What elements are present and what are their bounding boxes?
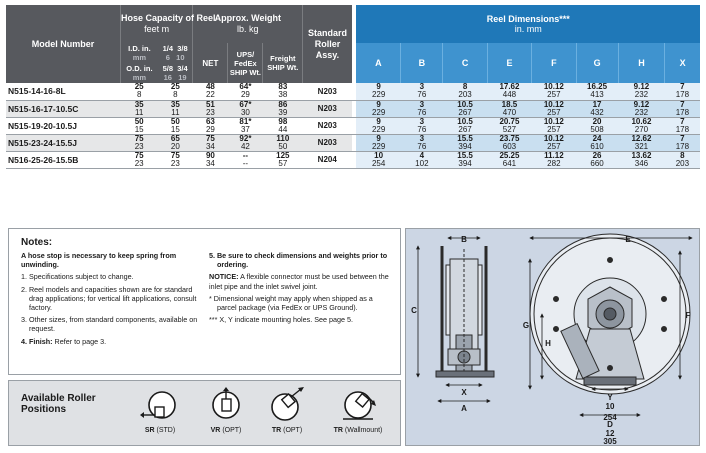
header-od-label: O.D. in. mm xyxy=(120,63,157,83)
roller-cell: N204 xyxy=(303,151,352,168)
roller-sr-code: SR xyxy=(144,427,155,434)
dim-label-g: G xyxy=(522,321,530,330)
roller-tr-wallmount-code: TR xyxy=(333,427,343,434)
table-row xyxy=(6,100,700,117)
dimension-cell-g: 16.25 413 xyxy=(576,83,618,100)
roller-cell: N203 xyxy=(303,100,352,117)
dimension-cell-b: 4 102 xyxy=(401,151,443,168)
dimension-cell-h: 9.12 232 xyxy=(618,83,665,100)
header-model-number: Model Number xyxy=(6,5,120,83)
dimension-cell-h: 13.62 346 xyxy=(618,151,665,168)
cap1-cell: 75 23 xyxy=(120,134,157,151)
roller-cell: N203 xyxy=(303,134,352,151)
note-2: 2. Reel models and capacities shown are for standard drag applications; for vertical lift applications, consult factory. xyxy=(21,284,197,313)
dimension-cell-c: 10.5 267 xyxy=(443,100,487,117)
dimension-cell-x: 8 203 xyxy=(665,151,700,168)
dim-label-f: F xyxy=(685,311,691,320)
net-cell: 90 34 xyxy=(193,151,228,168)
net-cell: 48 22 xyxy=(193,83,228,100)
dimension-cell-x: 7 178 xyxy=(665,100,700,117)
roller-sr-desc: (STD) xyxy=(156,427,176,434)
dimension-cell-c: 10.5 267 xyxy=(443,117,487,134)
dim-label-c: C xyxy=(411,306,417,315)
dimension-cell-e: 18.5 470 xyxy=(487,100,531,117)
cap2-cell: 50 15 xyxy=(158,117,193,134)
ups-cell: -- -- xyxy=(228,151,263,168)
model-number-cell: N515-23-24-15.5J xyxy=(6,134,120,151)
dim-letter-a: A xyxy=(356,43,400,83)
header-standard-roller: Standard Roller Assy. xyxy=(303,5,352,83)
freight-cell: 110 50 xyxy=(263,134,303,151)
roller-cell: N203 xyxy=(303,117,352,134)
roller-tr-wallmount xyxy=(327,387,389,434)
ups-cell: 92* 42 xyxy=(228,134,263,151)
model-number-cell: N515-16-17-10.5C xyxy=(6,100,120,117)
roller-sr-icon xyxy=(140,387,180,425)
dimension-cell-g: 20 508 xyxy=(576,117,618,134)
ups-cell: 81* 37 xyxy=(228,117,263,134)
spec-table xyxy=(6,5,700,169)
dimension-cell-c: 8 203 xyxy=(443,83,487,100)
cap2-cell: 75 23 xyxy=(158,151,193,168)
note-3: 3. Other sizes, from standard components, available on request. xyxy=(21,315,198,334)
dimension-cell-h: 10.62 270 xyxy=(618,117,665,134)
dim-letter-e: E xyxy=(487,43,531,83)
model-number-cell: N516-25-26-15.5B xyxy=(6,151,120,168)
dim-label-y: Y xyxy=(607,393,613,402)
dim-letter-h: H xyxy=(618,43,665,83)
dim-label-y-in: 10 xyxy=(605,402,615,411)
roller-positions-title: Available Roller Positions xyxy=(21,393,96,415)
freight-cell: 98 44 xyxy=(263,117,303,134)
roller-vr xyxy=(203,387,249,434)
dim-letter-b: B xyxy=(401,43,443,83)
freight-cell: 86 39 xyxy=(263,100,303,117)
note-mounting-holes: *** X, Y indicate mounting holes. See page 5. xyxy=(209,315,353,325)
cap2-cell: 35 11 xyxy=(158,100,193,117)
dimension-cell-f: 11.12 282 xyxy=(532,151,576,168)
dim-label-y-mm: 254 xyxy=(603,413,617,422)
dimension-cell-e: 20.75 527 xyxy=(487,117,531,134)
table-row xyxy=(6,134,700,151)
front-view xyxy=(530,234,690,394)
dimension-cell-b: 3 76 xyxy=(401,83,443,100)
dim-label-e: E xyxy=(625,235,631,244)
cap2-cell: 65 20 xyxy=(158,134,193,151)
freight-cell: 125 57 xyxy=(263,151,303,168)
roller-vr-icon xyxy=(206,387,246,425)
header-cap-id: 1/4 3/8 6 10 xyxy=(158,43,193,63)
dimension-cell-h: 9.12 232 xyxy=(618,100,665,117)
model-number-cell: N515-14-16-8L xyxy=(6,83,120,100)
dimension-cell-c: 15.5 394 xyxy=(443,151,487,168)
table-row xyxy=(6,117,700,134)
dimension-cell-g: 17 432 xyxy=(576,100,618,117)
dimension-cell-x: 7 178 xyxy=(665,134,700,151)
roller-positions-panel xyxy=(8,380,401,446)
dim-label-x: X xyxy=(461,388,467,397)
model-number-cell: N515-19-20-10.5J xyxy=(6,117,120,134)
cap1-cell: 35 11 xyxy=(120,100,157,117)
notes-panel xyxy=(8,228,401,375)
dim-letter-f: F xyxy=(532,43,576,83)
cap2-cell: 25 8 xyxy=(158,83,193,100)
dim-letter-x: X xyxy=(665,43,700,83)
header-hose-capacity: Hose Capacity of Reel feet m xyxy=(120,5,192,43)
header-ups: UPS/ FedEx SHIP Wt. xyxy=(228,43,263,83)
dimension-cell-g: 24 610 xyxy=(576,134,618,151)
header-cap-od: 5/8 3/4 16 19 xyxy=(158,63,193,83)
dimension-cell-x: 7 178 xyxy=(665,83,700,100)
net-cell: 75 34 xyxy=(193,134,228,151)
roller-cell: N203 xyxy=(303,83,352,100)
dimension-cell-a: 9 229 xyxy=(356,134,400,151)
note-notice: NOTICE: A flexible connector must be used between the inlet pipe and the inlet swivel joint. xyxy=(209,272,389,291)
header-freight: Freight SHIP Wt. xyxy=(263,43,303,83)
dim-letter-c: C xyxy=(443,43,487,83)
note-5: 5. Be sure to check dimensions and weights prior to ordering. xyxy=(209,251,388,270)
roller-tr-desc: (OPT) xyxy=(283,427,303,434)
roller-vr-code: VR xyxy=(210,427,221,434)
note-4: 4. Finish: Refer to page 3. xyxy=(21,336,107,346)
roller-sr xyxy=(137,387,183,434)
table-row xyxy=(6,151,700,168)
roller-tr-wallmount-icon xyxy=(338,387,378,425)
notes-title: Notes: xyxy=(21,237,53,248)
dimension-cell-b: 3 76 xyxy=(401,100,443,117)
ups-cell: 67* 30 xyxy=(228,100,263,117)
note-warning: A hose stop is necessary to keep spring from unwinding. xyxy=(21,251,177,270)
roller-tr-wallmount-desc: (Wallmount) xyxy=(344,427,383,434)
dimension-cell-a: 9 229 xyxy=(356,100,400,117)
dimension-cell-a: 9 229 xyxy=(356,83,400,100)
roller-tr xyxy=(264,387,310,434)
cap1-cell: 25 8 xyxy=(120,83,157,100)
table-row xyxy=(6,83,700,100)
freight-cell: 83 38 xyxy=(263,83,303,100)
header-id-label: I.D. in. mm xyxy=(120,43,157,63)
note-dimensional-weight: * Dimensional weight may apply when shipped as a parcel package (via FedEx or UPS Ground). xyxy=(209,293,373,313)
dimension-cell-a: 10 254 xyxy=(356,151,400,168)
dim-label-d-in: 12 xyxy=(605,429,615,438)
dimension-cell-e: 17.62 448 xyxy=(487,83,531,100)
dimension-cell-c: 15.5 394 xyxy=(443,134,487,151)
dim-label-d-mm: 305 xyxy=(603,437,617,446)
dimension-cell-e: 25.25 641 xyxy=(487,151,531,168)
cap1-cell: 75 23 xyxy=(120,151,157,168)
dim-label-b: B xyxy=(461,235,467,244)
dimension-cell-f: 10.12 257 xyxy=(532,100,576,117)
dim-label-h: H xyxy=(545,339,551,348)
header-reel-dimensions: Reel Dimensions*** in. mm xyxy=(356,5,700,43)
dimension-cell-f: 10.12 257 xyxy=(532,134,576,151)
net-cell: 51 23 xyxy=(193,100,228,117)
dimension-cell-h: 12.62 321 xyxy=(618,134,665,151)
reel-drawing xyxy=(406,229,701,447)
reel-drawing-panel xyxy=(405,228,700,446)
roller-tr-icon xyxy=(267,387,307,425)
dimension-cell-a: 9 229 xyxy=(356,117,400,134)
ups-cell: 64* 29 xyxy=(228,83,263,100)
dim-label-a: A xyxy=(461,404,467,413)
dimension-cell-x: 7 178 xyxy=(665,117,700,134)
net-cell: 63 29 xyxy=(193,117,228,134)
cap1-cell: 50 15 xyxy=(120,117,157,134)
dimension-cell-g: 26 660 xyxy=(576,151,618,168)
dimension-cell-f: 10.12 257 xyxy=(532,83,576,100)
roller-tr-code: TR xyxy=(271,427,282,434)
dimension-cell-e: 23.75 603 xyxy=(487,134,531,151)
dimension-cell-b: 3 76 xyxy=(401,117,443,134)
header-net: NET xyxy=(193,43,228,83)
dim-letter-g: G xyxy=(576,43,618,83)
roller-vr-desc: (OPT) xyxy=(222,427,242,434)
note-1: 1. Specifications subject to change. xyxy=(21,272,134,282)
dimension-cell-b: 3 76 xyxy=(401,134,443,151)
side-view xyxy=(436,246,494,377)
header-weight: Approx. Weight lb. kg xyxy=(193,5,303,43)
dimension-cell-f: 10.12 257 xyxy=(532,117,576,134)
dim-label-d: D xyxy=(607,420,613,429)
